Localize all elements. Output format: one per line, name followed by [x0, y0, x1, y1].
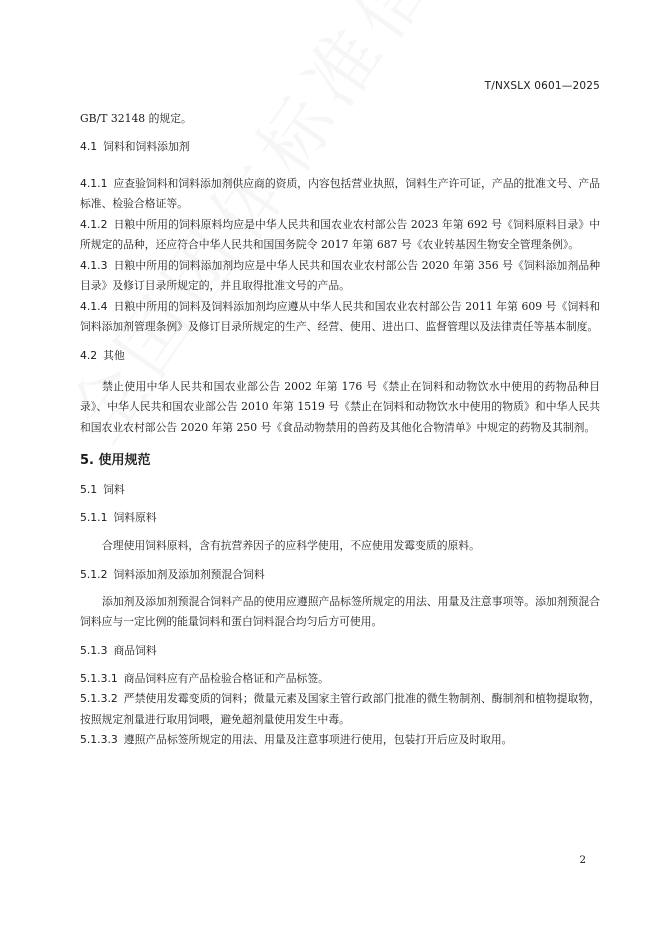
clause-text: 日粮中所用的饲料及饲料添加剂均应遵从中华人民共和国农业农村部公告 2011 年第 609 号《饲料和饲料添加剂管理条例》及修订目录所规定的生产、经营、使用、进出口、监督管理以及法律责任等基本制度。 [80, 299, 600, 333]
document-number: T/NXSLX 0601—2025 [484, 80, 600, 92]
clause-text: 日粮中所用的饲料原料均应是中华人民共和国农业农村部公告 2023 年第 692 号《饲料原料目录》中所规定的品种，还应符合中华人民共和国国务院令 2017 年第 687 号《农业转基因生物安全管理条例》。 [80, 217, 600, 251]
clause-number: 5.1.3.3 [80, 733, 118, 746]
section-number: 5.1 [80, 483, 98, 496]
clause-text: 商品饲料应有产品检验合格证和产品标签。 [123, 671, 329, 685]
section-title: 饲料 [103, 483, 125, 496]
section-title: 饲料添加剂及添加剂预混合饲料 [113, 567, 265, 581]
section-5-1-heading [80, 480, 600, 500]
section-4-1-heading [80, 137, 600, 157]
clause-4-1-2 [80, 215, 600, 256]
section-number: 5.1.1 [80, 511, 108, 524]
page-content [80, 108, 600, 751]
paragraph-5-1-1: 合理使用饲料原料，含有抗营养因子的应科学使用，不应使用发霉变质的原料。 [102, 539, 480, 552]
section-5-1-1-heading [80, 508, 600, 528]
clause-number: 4.1.4 [80, 299, 108, 313]
section-number: 5.1.3 [80, 643, 108, 657]
section-5-1-3-heading [80, 641, 600, 661]
paragraph-4-2: 禁止使用中华人民共和国农业部公告 2002 年第 176 号《禁止在饲料和动物饮水中使用的药物品种目录》、中华人民共和国农业部公告 2010 年第 1519 号《禁止在饲料和动物饮水中使用的物质》和中华人民共和国农业农村部公告 2020 年第 250 号《食品动物禁用的兽药及其他化合物清单》中规定的药物及其制剂。 [80, 379, 600, 434]
section-title: 饲料原料 [113, 511, 157, 524]
paragraph-5-1-2: 添加剂及添加剂预混合饲料产品的使用应遵照产品标签所规定的用法、用量及注意事项等。添加剂预混合饲料应与一定比例的能量饲料和蛋白饲料混合均匀后方可使用。 [80, 594, 600, 628]
intro-line: GB/T 32148 的规定。 [80, 112, 192, 125]
clause-text: 日粮中所用的饲料添加剂均应是中华人民共和国农业农村部公告 2020 年第 356 号《饲料添加剂品种目录》及修订目录所规定的，并且取得批准文号的产品。 [80, 258, 600, 292]
clause-5-1-3-3 [80, 730, 600, 751]
clause-text: 应查验饲料和饲料添加剂供应商的资质，内容包括营业执照，饲料生产许可证，产品的批准文号、产品标准、检验合格证等。 [80, 176, 600, 210]
clause-text: 遵照产品标签所规定的用法、用量及注意事项进行使用，包装打开后应及时取用。 [123, 733, 513, 746]
section-number: 4.1 [80, 139, 98, 153]
page-number: 2 [579, 854, 586, 866]
section-title: 商品饲料 [113, 643, 157, 657]
section-title: 饲料和饲料添加剂 [103, 139, 190, 153]
section-5-1-2-heading [80, 565, 600, 585]
clause-number: 5.1.3.2 [80, 692, 118, 705]
section-number: 5.1.2 [80, 567, 108, 581]
section-number: 4.2 [80, 348, 98, 362]
clause-text: 严禁使用发霉变质的饲料；微量元素及国家主管行政部门批准的微生物制剂、酶制剂和植物提取物，按照规定剂量进行取用饲喂，避免超剂量使用发生中毒。 [80, 692, 600, 726]
chapter-5-heading: 5. 使用规范 [80, 453, 151, 468]
clause-number: 4.1.3 [80, 258, 108, 272]
clause-4-1-1 [80, 174, 600, 215]
clause-5-1-3-2 [80, 689, 600, 730]
clause-4-1-3 [80, 256, 600, 297]
clause-number: 4.1.2 [80, 217, 108, 231]
section-4-2-heading [80, 346, 600, 366]
clause-number: 5.1.3.1 [80, 671, 118, 685]
clause-4-1-4 [80, 297, 600, 338]
section-title: 其他 [103, 348, 125, 362]
clause-number: 4.1.1 [80, 176, 108, 190]
clause-5-1-3-1 [80, 669, 600, 690]
